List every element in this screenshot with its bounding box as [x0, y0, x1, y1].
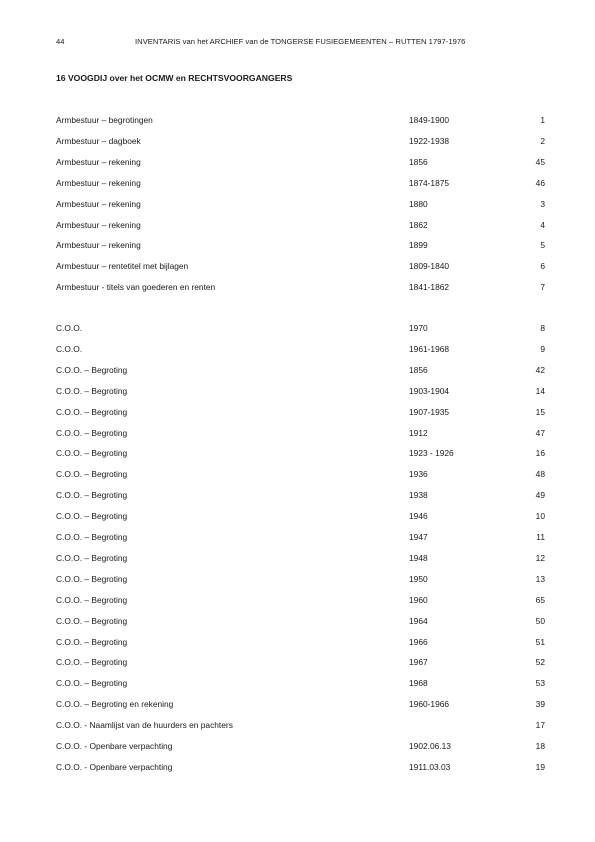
entry-description: C.O.O.: [56, 343, 83, 354]
entry-number: 52: [535, 657, 545, 668]
entry-description: Armbestuur – rekening: [56, 240, 141, 251]
list-item: [0, 572, 595, 586]
entry-date: 1967: [409, 657, 428, 668]
entry-number: 9: [540, 343, 545, 354]
entry-description: C.O.O. – Begroting: [56, 511, 128, 522]
entry-description: C.O.O. – Begroting: [56, 636, 128, 647]
entry-description: C.O.O. – Begroting: [56, 573, 128, 584]
list-item: [0, 134, 595, 148]
entry-date: 1912: [409, 427, 428, 438]
list-item: [0, 197, 595, 211]
entry-number: 16: [535, 448, 545, 459]
entry-number: 14: [535, 385, 545, 396]
entry-description: C.O.O. – Begroting: [56, 552, 128, 563]
entry-date: 1947: [409, 532, 428, 542]
entry-date: 1841-1862: [409, 282, 450, 293]
entry-date: 1961-1968: [409, 343, 450, 354]
list-item: [0, 467, 595, 481]
list-item: [0, 530, 595, 544]
list-item: [0, 760, 595, 774]
entry-description: C.O.O. - Openbare verpachting: [56, 741, 173, 751]
entry-date: 1849-1900: [409, 115, 450, 125]
list-item: [0, 426, 595, 440]
list-item: [0, 218, 595, 232]
entry-date: 1856: [409, 364, 428, 375]
list-item: [0, 614, 595, 628]
entry-date: 1923 - 1926: [409, 448, 454, 459]
list-item: [0, 176, 595, 190]
entry-description: C.O.O. – Begroting: [56, 490, 128, 501]
list-item: [0, 551, 595, 565]
entry-description: C.O.O. – Begroting: [56, 615, 128, 626]
list-item: [0, 718, 595, 732]
entry-number: 1: [540, 115, 545, 125]
entry-date: 1809-1840: [409, 261, 450, 272]
entry-date: 1950: [409, 573, 428, 584]
list-item: [0, 384, 595, 398]
entry-description: Armbestuur - titels van goederen en renten: [56, 282, 216, 293]
entry-number: 5: [540, 240, 545, 251]
entry-date: 1948: [409, 552, 428, 563]
list-item: [0, 509, 595, 523]
list-item: [0, 405, 595, 419]
entry-date: 1856: [409, 156, 428, 167]
entry-description: C.O.O. – Begroting: [56, 469, 128, 480]
entry-number: 7: [540, 282, 545, 293]
list-item: [0, 446, 595, 460]
entry-description: C.O.O. – Begroting: [56, 448, 128, 459]
entry-number: 51: [535, 636, 545, 647]
entry-date: 1936: [409, 469, 428, 480]
entry-number: 49: [535, 490, 545, 501]
entry-number: 42: [535, 364, 545, 375]
entry-description: C.O.O. – Begroting: [56, 532, 128, 542]
entry-description: C.O.O. – Begroting: [56, 427, 128, 438]
list-item: [0, 321, 595, 335]
entry-description: Armbestuur – dagboek: [56, 135, 141, 146]
entry-number: 48: [535, 469, 545, 480]
list-item: [0, 697, 595, 711]
entry-date: 1874-1875: [409, 177, 450, 188]
entry-description: C.O.O. - Openbare verpachting: [56, 761, 173, 772]
entry-description: Armbestuur – begrotingen: [56, 115, 153, 125]
list-item: [0, 363, 595, 377]
entry-date: 1946: [409, 511, 428, 522]
page-header: [56, 37, 546, 49]
section-heading: 16 VOOGDIJ over het OCMW en RECHTSVOORGANGERS: [56, 73, 293, 83]
entry-number: 15: [535, 406, 545, 417]
entry-description: Armbestuur – rekening: [56, 177, 141, 188]
list-item: [0, 342, 595, 356]
entry-number: 50: [535, 615, 545, 626]
entry-description: C.O.O.: [56, 323, 83, 333]
entry-number: 53: [535, 678, 545, 689]
entry-number: 13: [535, 573, 545, 584]
list-item: [0, 280, 595, 294]
entry-number: 17: [535, 720, 545, 731]
entry-number: 65: [535, 594, 545, 605]
entry-number: 2: [540, 135, 545, 146]
list-item: [0, 593, 595, 607]
entry-description: Armbestuur – rekening: [56, 198, 141, 209]
entry-description: C.O.O. – Begroting: [56, 594, 128, 605]
entry-date: 1911.03.03: [409, 761, 451, 772]
entry-number: 10: [535, 511, 545, 522]
entry-number: 3: [540, 198, 545, 209]
entry-date: 1960: [409, 594, 428, 605]
entry-date: 1970: [409, 323, 428, 333]
list-item: [0, 155, 595, 169]
entry-number: 8: [540, 323, 545, 333]
entry-description: C.O.O. - Naamlijst van de huurders en pachters: [56, 720, 233, 731]
entry-number: 47: [535, 427, 545, 438]
entry-description: C.O.O. – Begroting: [56, 678, 128, 689]
entry-number: 19: [535, 761, 545, 772]
entry-number: 4: [540, 219, 545, 230]
entry-date: 1938: [409, 490, 428, 501]
list-item: [0, 635, 595, 649]
entry-number: 11: [536, 532, 545, 542]
entry-number: 45: [535, 156, 545, 167]
list-item: [0, 676, 595, 690]
list-item: [0, 259, 595, 273]
entry-description: C.O.O. – Begroting: [56, 364, 128, 375]
entry-description: C.O.O. – Begroting en rekening: [56, 699, 174, 710]
entry-description: C.O.O. – Begroting: [56, 406, 128, 417]
page-number: 44: [56, 37, 65, 46]
entry-description: Armbestuur – rentetitel met bijlagen: [56, 261, 189, 272]
entry-date: 1899: [409, 240, 428, 251]
entry-number: 12: [535, 552, 545, 563]
list-item: [0, 488, 595, 502]
entry-description: C.O.O. – Begroting: [56, 385, 128, 396]
entry-date: 1966: [409, 636, 428, 647]
entry-date: 1880: [409, 198, 428, 209]
list-item: [0, 238, 595, 252]
entry-date: 1968: [409, 678, 428, 689]
entry-description: Armbestuur – rekening: [56, 156, 141, 167]
entry-number: 46: [535, 177, 545, 188]
entry-number: 6: [540, 261, 545, 272]
list-item: [0, 655, 595, 669]
entry-number: 39: [535, 699, 545, 710]
entry-date: 1862: [409, 219, 428, 230]
running-title: INVENTARIS van het ARCHIEF van de TONGERSE FUSIEGEMEENTEN – RUTTEN 1797-1976: [135, 37, 466, 46]
list-item: [0, 739, 595, 753]
entry-date: 1907-1935: [409, 406, 450, 417]
entry-date: 1902.06.13: [409, 741, 451, 751]
entry-date: 1964: [409, 615, 428, 626]
list-item: [0, 113, 595, 127]
entry-date: 1903-1904: [409, 385, 450, 396]
entry-description: C.O.O. – Begroting: [56, 657, 128, 668]
entry-description: Armbestuur – rekening: [56, 219, 141, 230]
entry-number: 18: [535, 741, 545, 751]
entry-date: 1922-1938: [409, 135, 450, 146]
entry-date: 1960-1966: [409, 699, 450, 710]
